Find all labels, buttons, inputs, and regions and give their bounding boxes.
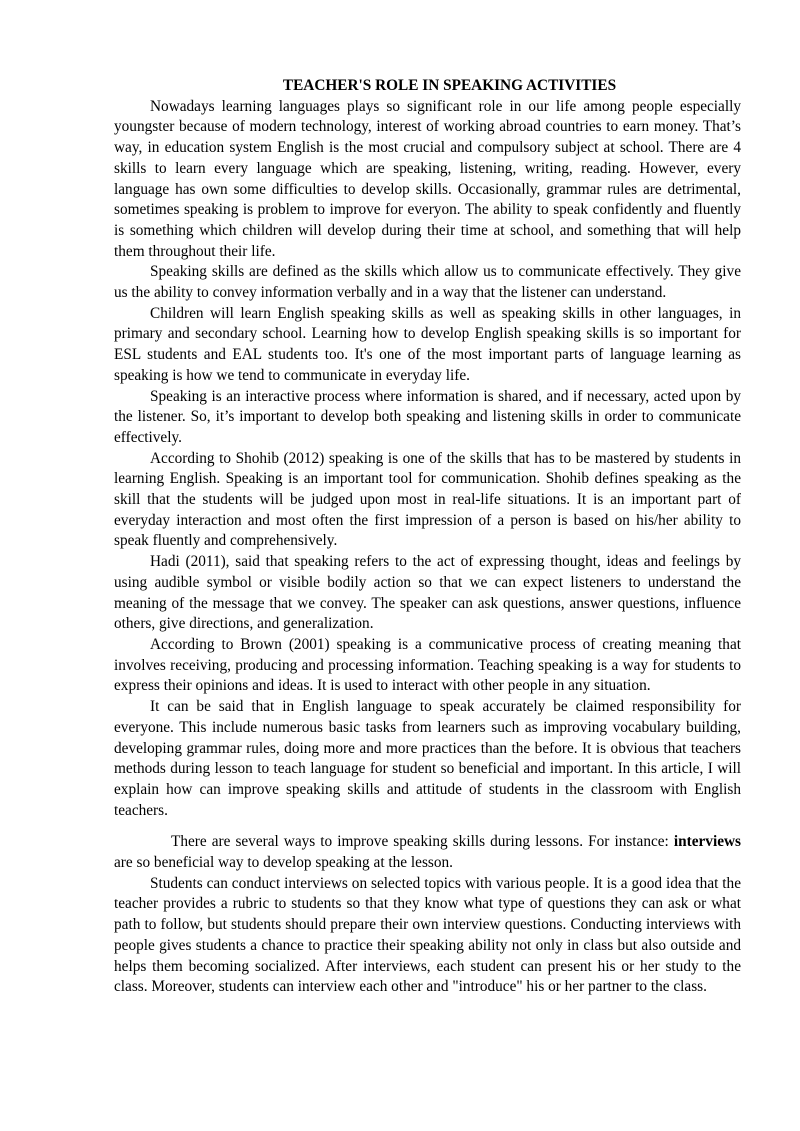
interviews-keyword: interviews	[673, 833, 741, 851]
paragraph-interviews: Students can conduct interviews on selected topics with various people. It is a good idea that the teacher provides a rubric to students so that they know what type of questions they can ask or what path to follow, but students should prepare their own interview questions. Conducting interviews with people gives students a chance to practice their speaking ability not only in class but also outside and helps them becoming socialized. After interviews, each student can present his or her study to the class. Moreover, students can interview each other and "introduce" his or her partner to the class.	[114, 874, 741, 996]
paragraph-shohib: According to Shohib (2012) speaking is one of the skills that has to be mastered by students in learning English. Speaking is an important tool for communication. Shohib defines speaking as the skill that the students will be judged upon most in real-life situations. It is an important part of everyday interaction and most often the first impression of a person is based on his/her ability to speak fluently and comprehensively.	[114, 449, 741, 550]
paragraph-introduction: Nowadays learning languages plays so significant role in our life among people especially youngster because of modern technology, interest of working abroad countries to earn money. That’s way, in education system English is the most crucial and compulsory subject at school. There are 4 skills to learn every language which are speaking, listening, writing, reading. However, every language has own some difficulties to develop skills. Occasionally, grammar rules are detrimental, sometimes speaking is problem to improve for everyon. The ability to speak confidently and fluently is something which children will develop during their time at school, and something that will help them throughout their life.	[114, 97, 741, 260]
paragraph-speaking-skills-definition: Speaking skills are defined as the skills which allow us to communicate effectively. They give us the ability to convey information verbally and in a way that the listener can understand.	[114, 263, 741, 302]
paragraph-interactive-process: Speaking is an interactive process where information is shared, and if necessary, acted upon by the listener. So, it’s important to develop both speaking and listening skills in order to communicate effectively.	[114, 387, 741, 446]
paragraph-children-learning: Children will learn English speaking skills as well as speaking skills in other languages, in primary and secondary school. Learning how to develop English speaking skills is so important for ESL students and EAL students too. It's one of the most important parts of language learning as speaking is how we tend to communicate in everyday life.	[114, 304, 741, 384]
ways-intro-text: There are several ways to improve speaking skills during lessons. For instance:	[171, 833, 669, 851]
paragraph-responsibility: It can be said that in English language to speak accurately be claimed responsibility for everyone. This include numerous basic tasks from learners such as improving vocabulary building, developing grammar rules, doing more and more practices than the before. It is obvious that teachers methods during lesson to teach language for student so beneficial and important. In this article, I will explain how can improve speaking skills and attitude of students in the classroom with English teachers.	[114, 698, 741, 819]
paragraph-hadi: Hadi (2011), said that speaking refers to the act of expressing thought, ideas and feelings by using audible symbol or visible bodily action so that we can expect listeners to understand the meaning of the message that we convey. The speaker can ask questions, answer questions, influence others, give directions, and generalization.	[114, 553, 741, 633]
document-title: TEACHER'S ROLE IN SPEAKING ACTIVITIES	[282, 77, 617, 94]
document-page	[114, 76, 741, 998]
paragraph-ways-to-improve	[114, 832, 741, 873]
paragraph-brown: According to Brown (2001) speaking is a communicative process of creating meaning that involves receiving, producing and processing information. Teaching speaking is a way for students to express their opinions and ideas. It is used to interact with other people in any situation.	[114, 635, 741, 695]
ways-rest-text: are so beneficial way to develop speaking at the lesson.	[114, 854, 453, 872]
